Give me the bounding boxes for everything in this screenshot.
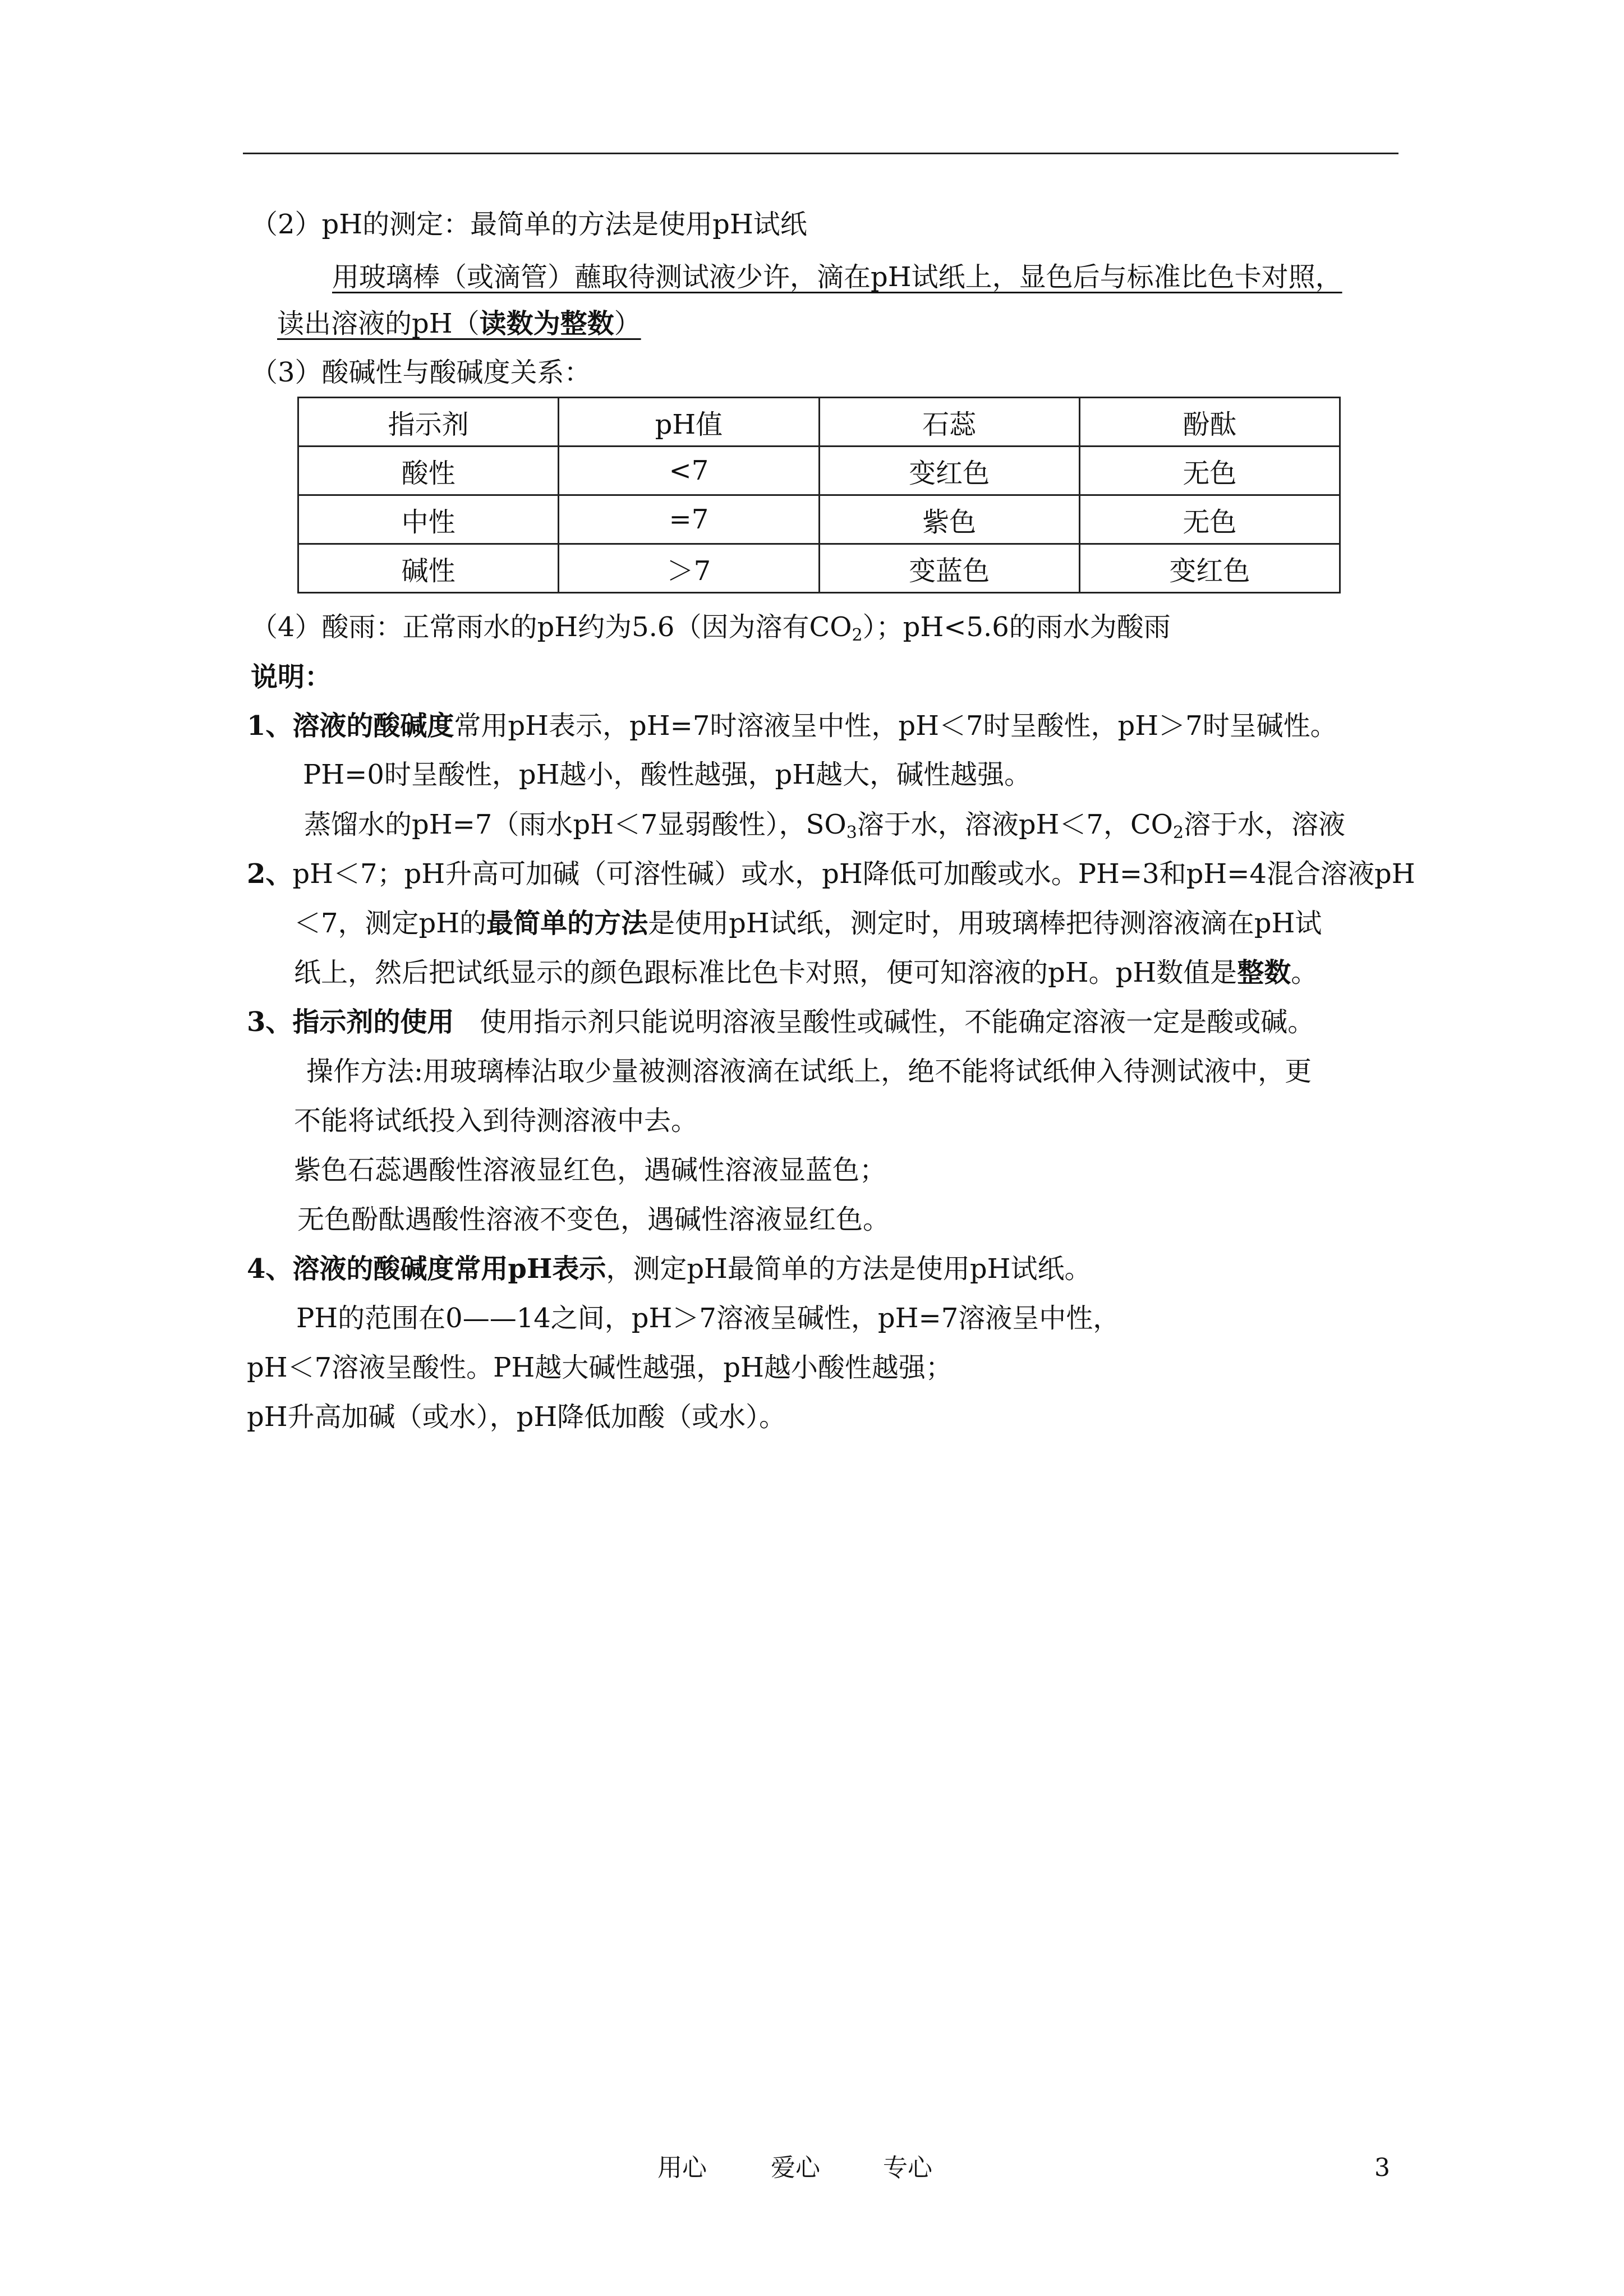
item-2-line-3-b: 。 (1291, 957, 1318, 988)
table-row (298, 447, 1340, 495)
footer-motto-2: 爱心 (771, 2154, 820, 2182)
table-cell: 无色 (1079, 447, 1340, 495)
item-3-line-3: 不能将试纸投入到待测溶液中去。 (294, 1105, 698, 1137)
item-4-line-2: PH的范围在0——14之间，pH＞7溶液呈碱性，pH=7溶液呈中性， (296, 1303, 1120, 1334)
item-2-line-2-b: 是使用pH试纸，测定时，用玻璃棒把待测溶液滴在pH试 (648, 908, 1322, 939)
table-cell: 变蓝色 (819, 544, 1079, 593)
item-1-text: 常用pH表示，pH=7时溶液呈中性，pH＜7时呈酸性，pH＞7时呈碱性。 (454, 710, 1337, 742)
item-2-line-2 (294, 910, 1322, 937)
item-4-line-4: pH升高加碱（或水），pH降低加酸（或水）。 (247, 1401, 786, 1433)
table-cell: 变红色 (1079, 544, 1340, 593)
table-cell: 无色 (1079, 495, 1340, 544)
section-4-text-end: ）；pH<5.6的雨水为酸雨 (862, 611, 1171, 643)
table-cell: 中性 (298, 495, 559, 544)
item-2-line-3-a: 纸上，然后把试纸显示的颜色跟标准比色卡对照，便可知溶液的pH。pH数值是 (294, 957, 1237, 988)
footer-motto-3: 专心 (883, 2154, 932, 2182)
ph-indicator-table (297, 397, 1341, 593)
item-1-line-1 (247, 710, 1337, 742)
table-cell: 紫色 (819, 495, 1079, 544)
item-3-bold: 指示剂的使用 (292, 1006, 454, 1038)
item-4-text: ，测定pH最简单的方法是使用pH试纸。 (606, 1253, 1092, 1285)
item-1-line-3-b: 溶于水，溶液pH＜7，CO (857, 809, 1174, 840)
section-2-heading: （2）pH的测定：最简单的方法是使用pH试纸 (251, 209, 807, 240)
section-2-line-2-text: 读出溶液的pH（ (277, 308, 480, 339)
section-2-line-2-bold: 读数为整数 (479, 308, 614, 339)
table-header-row (298, 398, 1340, 447)
table-header-cell: pH值 (559, 398, 819, 447)
item-1-line-3 (304, 811, 1345, 841)
item-2-line-3-bold: 整数 (1237, 957, 1291, 988)
section-2-line-2-end: ） (614, 308, 641, 339)
table-cell: <7 (559, 447, 819, 495)
item-3-line-5: 无色酚酞遇酸性溶液不变色，遇碱性溶液显红色。 (297, 1204, 890, 1235)
item-2-line-2-bold: 最简单的方法 (486, 908, 648, 939)
item-3-line-2: 操作方法:用玻璃棒沾取少量被测溶液滴在试纸上，绝不能将试纸伸入待测试液中，更 (306, 1056, 1312, 1087)
item-2-line-2-a: ＜7，测定pH的 (294, 908, 487, 939)
footer-motto-1: 用心 (657, 2154, 707, 2182)
table-cell: 酸性 (298, 447, 559, 495)
item-3-line-4: 紫色石蕊遇酸性溶液显红色，遇碱性溶液显蓝色； (294, 1154, 887, 1186)
item-2-line-3 (294, 959, 1318, 986)
item-4-line-3: pH＜7溶液呈酸性。PH越大碱性越强，pH越小酸性越强； (247, 1352, 953, 1383)
table-cell: ＞7 (559, 544, 819, 593)
section-3-heading: （3）酸碱性与酸碱度关系： (251, 357, 591, 388)
table-row (298, 495, 1340, 544)
section-4-acid-rain (251, 611, 1171, 645)
item-4-bold: 溶液的酸碱度常用pH表示 (292, 1253, 606, 1285)
item-2-number: 2、 (247, 858, 293, 890)
item-4-line-1 (247, 1253, 1092, 1285)
table-cell: =7 (559, 495, 819, 544)
table-cell: 碱性 (298, 544, 559, 593)
item-4-number: 4、 (247, 1253, 293, 1285)
item-2-text: pH＜7；pH升高可加碱（可溶性碱）或水，pH降低可加酸或水。PH=3和pH=4混合溶液pH (292, 858, 1415, 890)
item-1-line-3-a: 蒸馏水的pH=7（雨水pH＜7显弱酸性），SO (304, 809, 846, 840)
item-1-bold: 溶液的酸碱度 (292, 710, 454, 742)
table-header-cell: 石蕊 (819, 398, 1079, 447)
table-header-cell: 酚酞 (1079, 398, 1340, 447)
table-row (298, 544, 1340, 593)
item-1-line-3-c: 溶于水，溶液 (1184, 809, 1346, 840)
item-1-number: 1、 (247, 710, 293, 742)
co2-subscript: 2 (1173, 823, 1184, 843)
notes-title: 说明： (251, 661, 332, 693)
section-2-line-1: 用玻璃棒（或滴管）蘸取待测试液少许，滴在pH试纸上，显色后与标准比色卡对照， (332, 261, 1342, 293)
item-3-text: 使用指示剂只能说明溶液呈酸性或碱性，不能确定溶液一定是酸或碱。 (454, 1006, 1315, 1038)
section-2-line-2 (277, 310, 641, 337)
section-4-text: （4）酸雨：正常雨水的pH约为5.6（因为溶有CO (251, 611, 852, 643)
co2-subscript: 2 (852, 625, 863, 645)
item-3-line-1 (247, 1006, 1315, 1038)
so3-subscript: 3 (846, 823, 857, 843)
header-rule (243, 153, 1398, 154)
table-cell: 变红色 (819, 447, 1079, 495)
item-2-line-1 (247, 858, 1415, 890)
table-header-cell: 指示剂 (298, 398, 559, 447)
item-3-number: 3、 (247, 1006, 293, 1038)
item-1-line-2: PH=0时呈酸性，pH越小，酸性越强，pH越大，碱性越强。 (303, 759, 1032, 790)
page-number: 3 (1374, 2154, 1390, 2182)
